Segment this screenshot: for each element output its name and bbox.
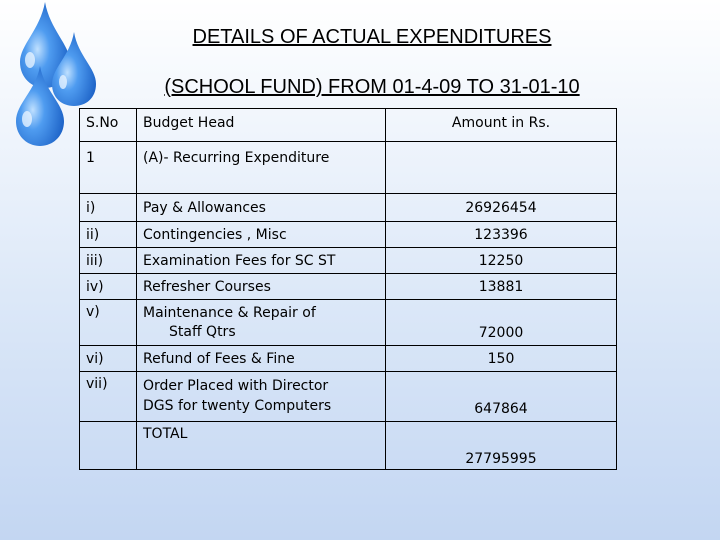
row-amount: 647864	[386, 372, 617, 422]
row-head: (A)- Recurring Expenditure	[137, 142, 386, 194]
page-subtitle: (SCHOOL FUND) FROM 01-4-09 TO 31-01-10	[164, 76, 580, 98]
table-row	[80, 194, 617, 222]
table-row	[80, 248, 617, 274]
total-row	[80, 422, 617, 470]
row-amount: 150	[386, 346, 617, 372]
row-sno: iv)	[80, 274, 137, 300]
expenditure-table	[79, 108, 617, 470]
row-head: Pay & Allowances	[137, 194, 386, 222]
header-sno: S.No	[80, 109, 137, 142]
row-sno: i)	[80, 194, 137, 222]
row-amount: 12250	[386, 248, 617, 274]
table-row	[80, 274, 617, 300]
row-head: Refund of Fees & Fine	[137, 346, 386, 372]
row-amount: 13881	[386, 274, 617, 300]
row-amount: 72000	[386, 300, 617, 346]
row-amount: 26926454	[386, 194, 617, 222]
row-sno: vii)	[80, 372, 137, 422]
page-title: DETAILS OF ACTUAL EXPENDITURES	[192, 26, 552, 48]
row-amount: 123396	[386, 222, 617, 248]
row-head: Refresher Courses	[137, 274, 386, 300]
table-row	[80, 222, 617, 248]
row-head	[137, 300, 386, 346]
table-row	[80, 372, 617, 422]
row-head-line: Maintenance & Repair of	[143, 305, 316, 321]
table-row	[80, 346, 617, 372]
row-head-line: Order Placed with Director	[143, 378, 329, 394]
row-sno: v)	[80, 300, 137, 346]
row-head-line: Staff Qtrs	[169, 324, 236, 340]
table-row	[80, 300, 617, 346]
table-row	[80, 142, 617, 194]
row-head: Examination Fees for SC ST	[137, 248, 386, 274]
table-header-row	[80, 109, 617, 142]
row-sno: 1	[80, 142, 137, 194]
total-sno	[80, 422, 137, 470]
total-amount: 27795995	[386, 422, 617, 470]
total-label: TOTAL	[137, 422, 386, 470]
row-sno: iii)	[80, 248, 137, 274]
row-head	[137, 372, 386, 422]
row-head: Contingencies , Misc	[137, 222, 386, 248]
header-amount: Amount in Rs.	[386, 109, 617, 142]
row-sno: ii)	[80, 222, 137, 248]
row-head-line: DGS for twenty Computers	[143, 398, 332, 414]
row-sno: vi)	[80, 346, 137, 372]
header-budget-head: Budget Head	[137, 109, 386, 142]
row-amount	[386, 142, 617, 194]
